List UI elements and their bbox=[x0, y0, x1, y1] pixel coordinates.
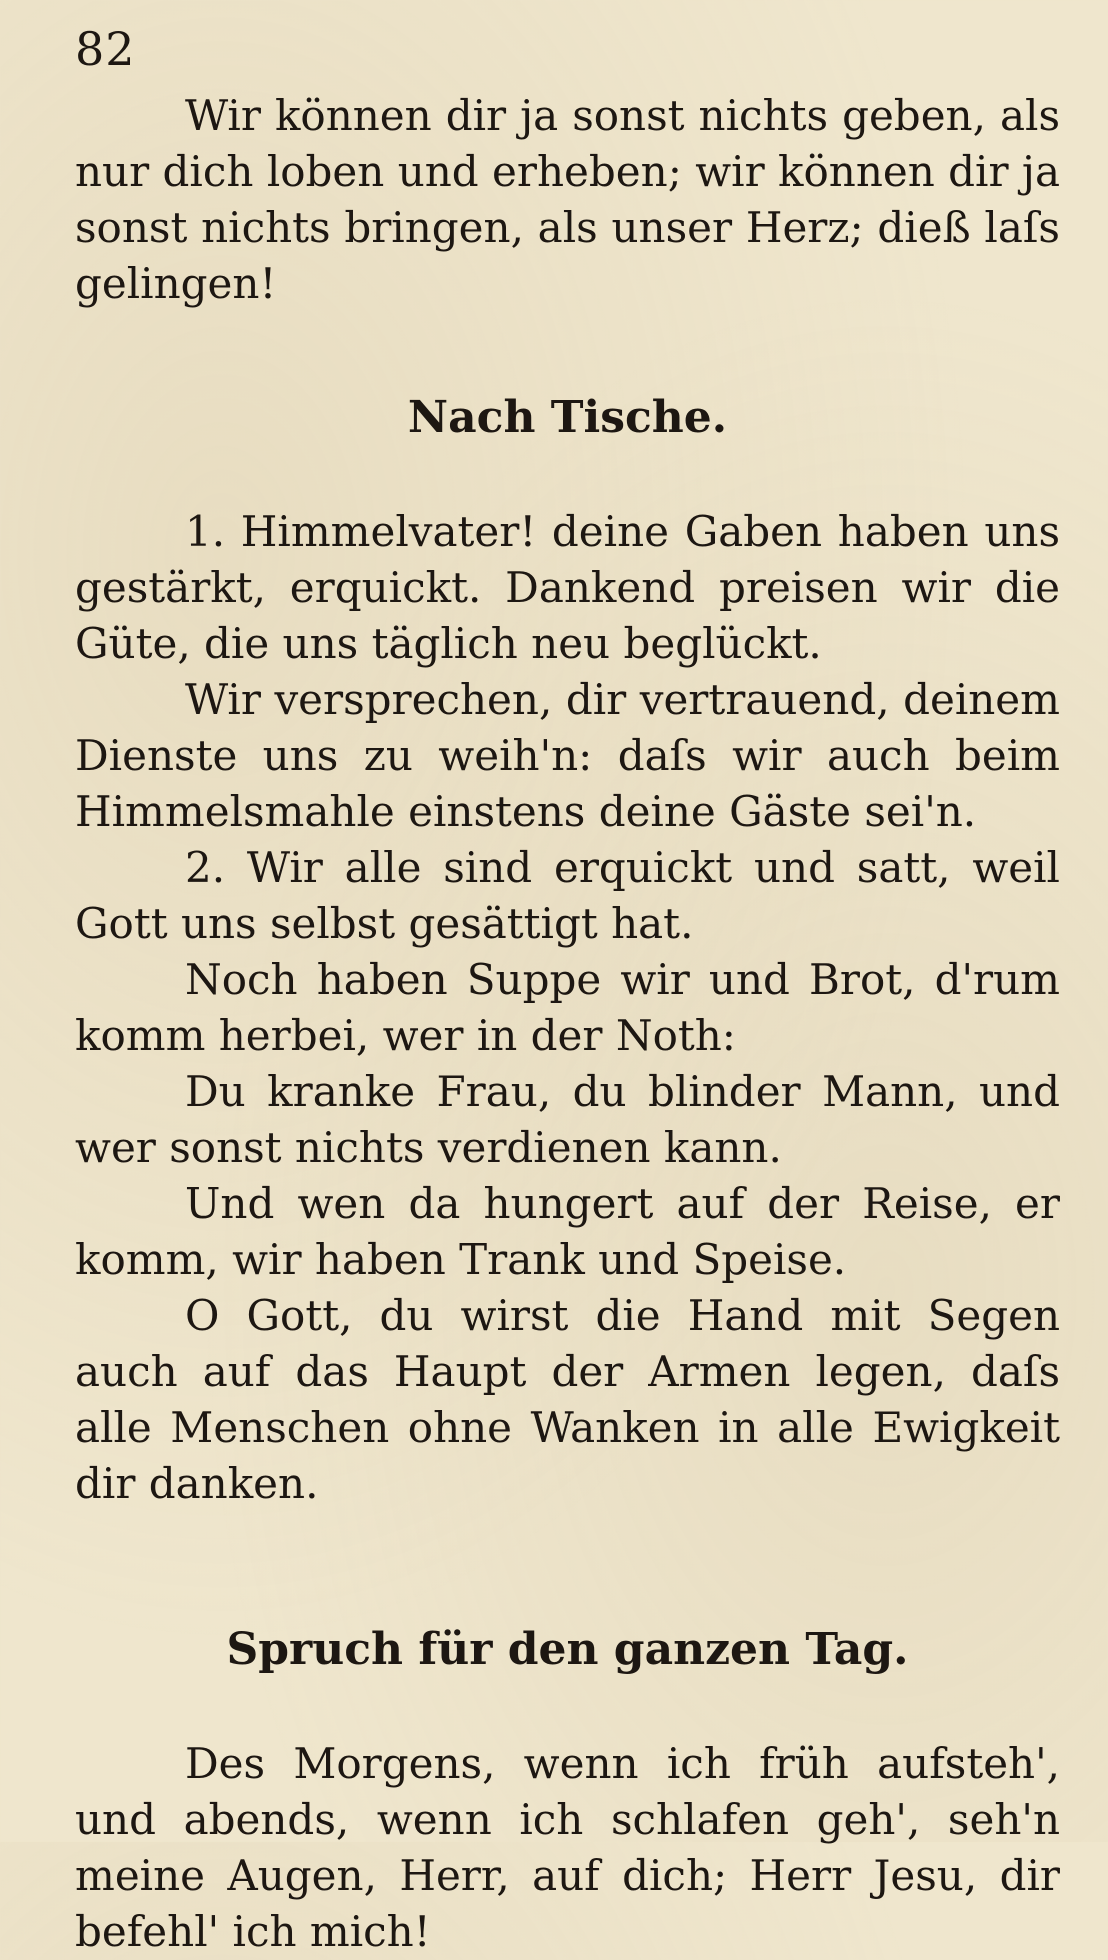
section-heading-nach-tische: Nach Tische. bbox=[407, 392, 728, 443]
section-heading-spruch: Spruch für den ganzen Tag. bbox=[226, 1624, 909, 1675]
intro-paragraph: Wir können dir ja sonst nichts geben, als nur dich loben und erheben; wir können dir ja sonst nichts bringen, als unser Herz; dieß laſs gelingen! bbox=[75, 91, 1060, 308]
page-number: 82 bbox=[75, 22, 136, 76]
verse-paragraph: Du kranke Frau, du blinder Mann, und wer sonst nichts verdienen kann. bbox=[75, 1067, 1060, 1172]
verse-paragraph: Des Morgens, wenn ich früh aufsteh', und abends, wenn ich schlafen geh', seh'n meine Augen, Herr, auf dich; Herr Jesu, dir befehl' ich mich! bbox=[75, 1739, 1060, 1956]
verse-paragraph: 1. Himmelvater! deine Gaben haben uns gestärkt, erquickt. Dankend preisen wir die Güte, die uns täglich neu beglückt. bbox=[75, 507, 1060, 668]
verse-paragraph: Wir versprechen, dir vertrauend, deinem Dienste uns zu weih'n: daſs wir auch beim Himmelsmahle einstens deine Gäste sei'n. bbox=[75, 675, 1060, 836]
verse-paragraph: Und wen da hungert auf der Reise, er komm, wir haben Trank und Speise. bbox=[75, 1179, 1060, 1284]
book-page bbox=[75, 20, 1060, 1960]
verse-paragraph: 2. Wir alle sind erquickt und satt, weil Gott uns selbst gesättigt hat. bbox=[75, 843, 1060, 948]
verse-paragraph: O Gott, du wirst die Hand mit Segen auch auf das Haupt der Armen legen, daſs alle Menschen ohne Wanken in alle Ewigkeit dir danken. bbox=[75, 1291, 1060, 1508]
verse-paragraph: Noch haben Suppe wir und Brot, d'rum komm herbei, wer in der Noth: bbox=[75, 955, 1060, 1060]
